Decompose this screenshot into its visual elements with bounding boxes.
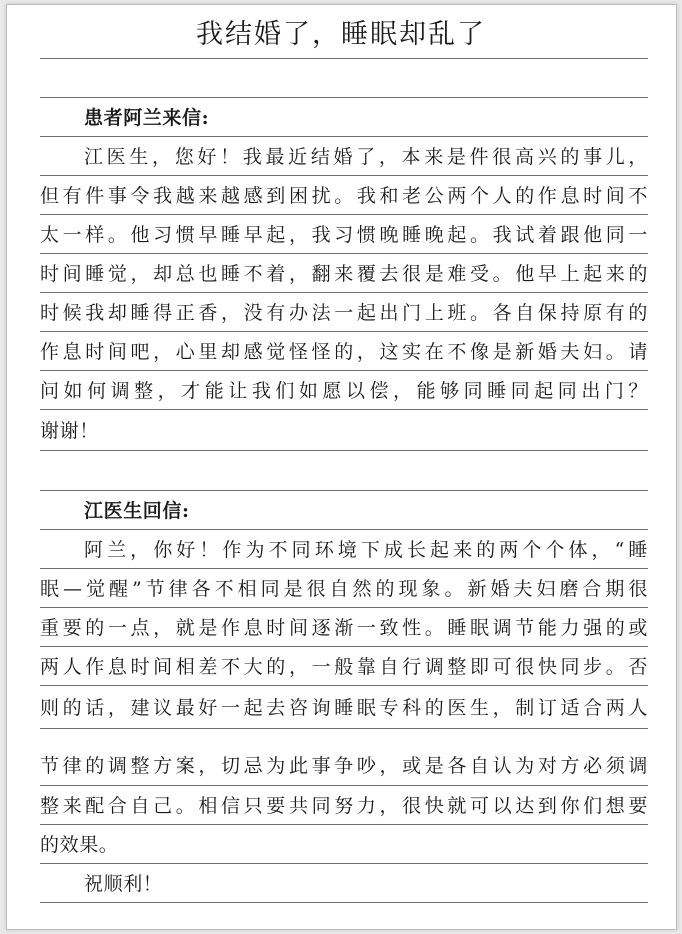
letter-line: 时间睡觉，却总也睡不着，翻来覆去很是难受。他早上起来的 xyxy=(40,263,648,285)
ruled-line xyxy=(40,450,648,451)
letter-line: 江医生，您好！我最近结婚了，本来是件很高兴的事儿， xyxy=(84,146,648,168)
ruled-line xyxy=(40,785,648,786)
reply-line: 的效果。 xyxy=(40,834,119,856)
page-title: 我结婚了，睡眠却乱了 xyxy=(196,19,486,50)
ruled-line xyxy=(40,58,648,59)
letter-line: 谢谢！ xyxy=(40,420,99,442)
ruled-line xyxy=(40,97,648,98)
letter-line: 问如何调整，才能让我们如愿以偿，能够同睡同起同出门？ xyxy=(40,380,648,402)
reply-line: 阿兰，你好！作为不同环境下成长起来的两个个体，“睡 xyxy=(84,539,648,561)
reply-closing: 祝顺利！ xyxy=(84,873,163,895)
reply-line: 整来配合自己。相信只要共同努力，很快就可以达到你们想要 xyxy=(40,795,648,817)
reply-line: 节律的调整方案，切忌为此事争吵，或是各自认为对方必须调 xyxy=(40,755,648,777)
reply-line: 两人作息时间相差不大的，一般靠自行调整即可很快同步。否 xyxy=(40,656,648,678)
letter-heading: 患者阿兰来信: xyxy=(84,107,210,129)
reply-line: 重要的一点，就是作息时间逐渐一致性。睡眠调节能力强的或 xyxy=(40,617,648,639)
letter-line: 太一样。他习惯早睡早起，我习惯晚睡晚起。我试着跟他同一 xyxy=(40,224,648,246)
letter-line: 时候我却睡得正香，没有办法一起出门上班。各自保持原有的 xyxy=(40,302,648,324)
reply-line: 则的话，建议最好一起去咨询睡眠专科的医生，制订适合两人 xyxy=(40,697,648,719)
reply-line: 眠—觉醒”节律各不相同是很自然的现象。新婚夫妇磨合期很 xyxy=(40,578,648,600)
letter-line: 但有件事令我越来越感到困扰。我和老公两个人的作息时间不 xyxy=(40,185,648,207)
ruled-line xyxy=(40,490,648,491)
reply-heading: 江医生回信: xyxy=(84,500,190,522)
letter-line: 作息时间吧，心里却感觉怪怪的，这实在不像是新婚夫妇。请 xyxy=(40,341,648,363)
ruled-line xyxy=(40,728,648,729)
